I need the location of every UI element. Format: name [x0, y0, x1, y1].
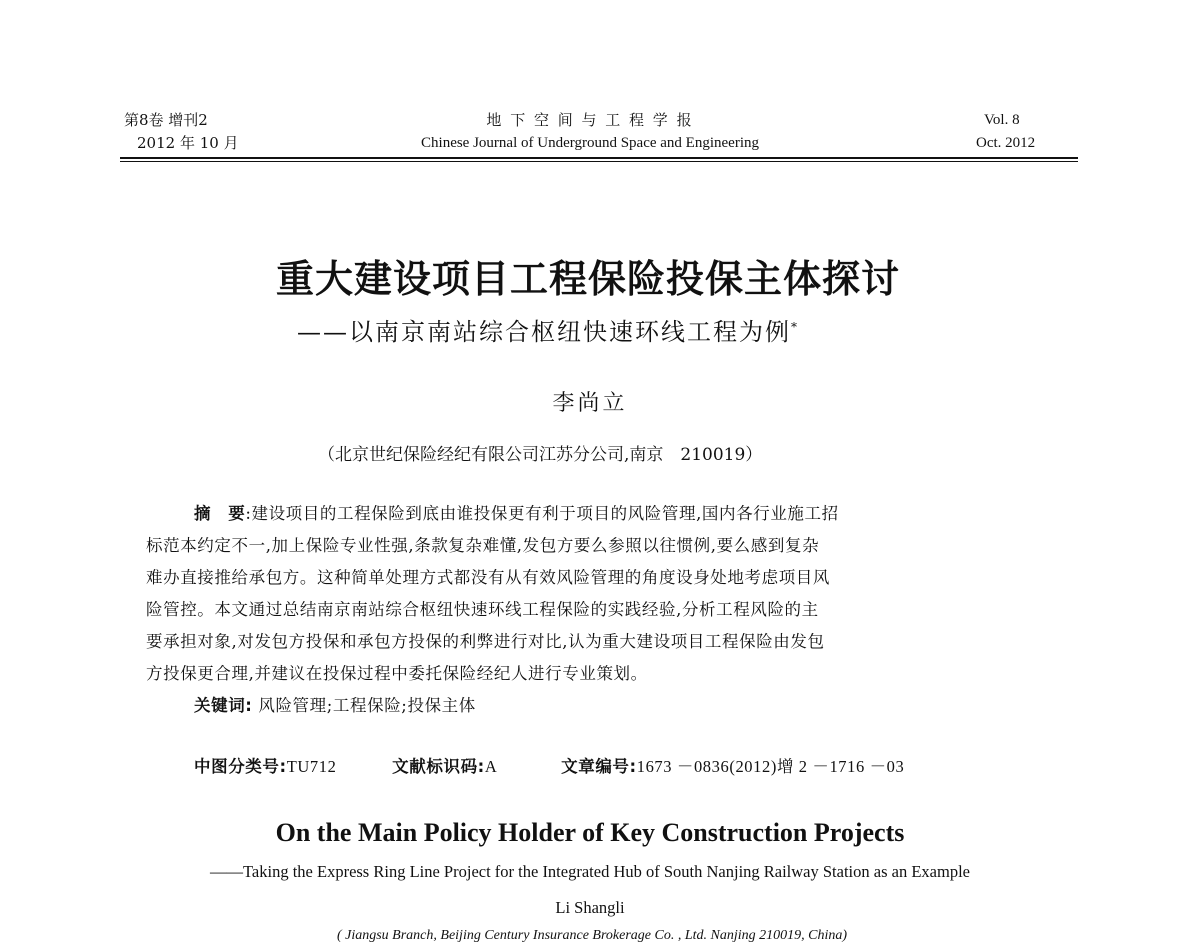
author-cn: 李尚立 — [552, 391, 628, 416]
clc-label: 中图分类号: — [194, 757, 287, 776]
keywords-value: 风险管理;工程保险;投保主体 — [252, 696, 476, 715]
abstract-line: 险管控。本文通过总结南京南站综合枢纽快速环线工程保险的实践经验,分析工程风险的主 — [146, 600, 819, 619]
abstract-line: 方投保更合理,并建议在投保过程中委托保险经纪人进行专业策划。 — [146, 664, 648, 683]
paper-title-cn: 重大建设项目工程保险投保主体探讨 — [275, 256, 900, 301]
doc-code-label: 文献标识码: — [392, 757, 485, 776]
volume-issue: 第8卷 增刊2 — [124, 111, 208, 129]
doc-code-value: A — [484, 757, 498, 776]
article-no-value: 1673 －0836(2012)增 2 －1716 －03 — [636, 757, 905, 776]
paper-subtitle-cn — [297, 312, 799, 347]
keywords — [146, 690, 1046, 722]
keywords-label: 关键词: — [194, 696, 253, 715]
header-rule-thick — [120, 157, 1078, 159]
publication-date: 2012 年 10 月 — [137, 134, 239, 152]
article-no-label: 文章编号: — [561, 757, 637, 776]
abstract-line: 难办直接推给承包方。这种简单处理方式都没有从有效风险管理的角度设身处地考虑项目风 — [146, 568, 830, 587]
clc-value: TU712 — [286, 757, 337, 776]
author-en: Li Shangli — [555, 898, 625, 917]
abstract-line: 标范本约定不一,加上保险专业性强,条款复杂难懂,发包方要么参照以往惯例,要么感到复杂 — [146, 536, 820, 555]
abstract-line: 摘 要:建设项目的工程保险到底由谁投保更有利于项目的风险管理,国内各行业施工招 — [194, 504, 839, 523]
subtitle-text: ——以南京南站综合枢纽快速环线工程为例 — [297, 318, 791, 346]
affiliation-en: ( Jiangsu Branch, Beijing Century Insurance Brokerage Co. , Ltd. Nanjing 210019, China) — [336, 928, 848, 943]
date-en: Oct. 2012 — [976, 135, 1036, 151]
footnote-mark: * — [791, 320, 799, 334]
affiliation-cn: （北京世纪保险经纪有限公司江苏分公司,南京 210019） — [318, 445, 763, 465]
abstract-label: 摘 要 — [194, 504, 246, 523]
journal-title-cn: 地 下 空 间 与 工 程 学 报 — [486, 111, 694, 129]
header-rule-thin — [120, 161, 1078, 162]
abstract-line: 要承担对象,对发包方投保和承包方投保的利弊进行对比,认为重大建设项目工程保险由发包 — [146, 632, 825, 651]
paper-subtitle-en: ——Taking the Express Ring Line Project for the Integrated Hub of South Nanjing Railway Station as an Example — [210, 862, 970, 881]
volume-en: Vol. 8 — [984, 112, 1020, 128]
abstract — [146, 498, 1046, 722]
classification-line — [194, 751, 904, 783]
paper-title-en: On the Main Policy Holder of Key Construction Projects — [275, 818, 905, 847]
journal-title-en: Chinese Journal of Underground Space and Engineering — [421, 135, 759, 151]
